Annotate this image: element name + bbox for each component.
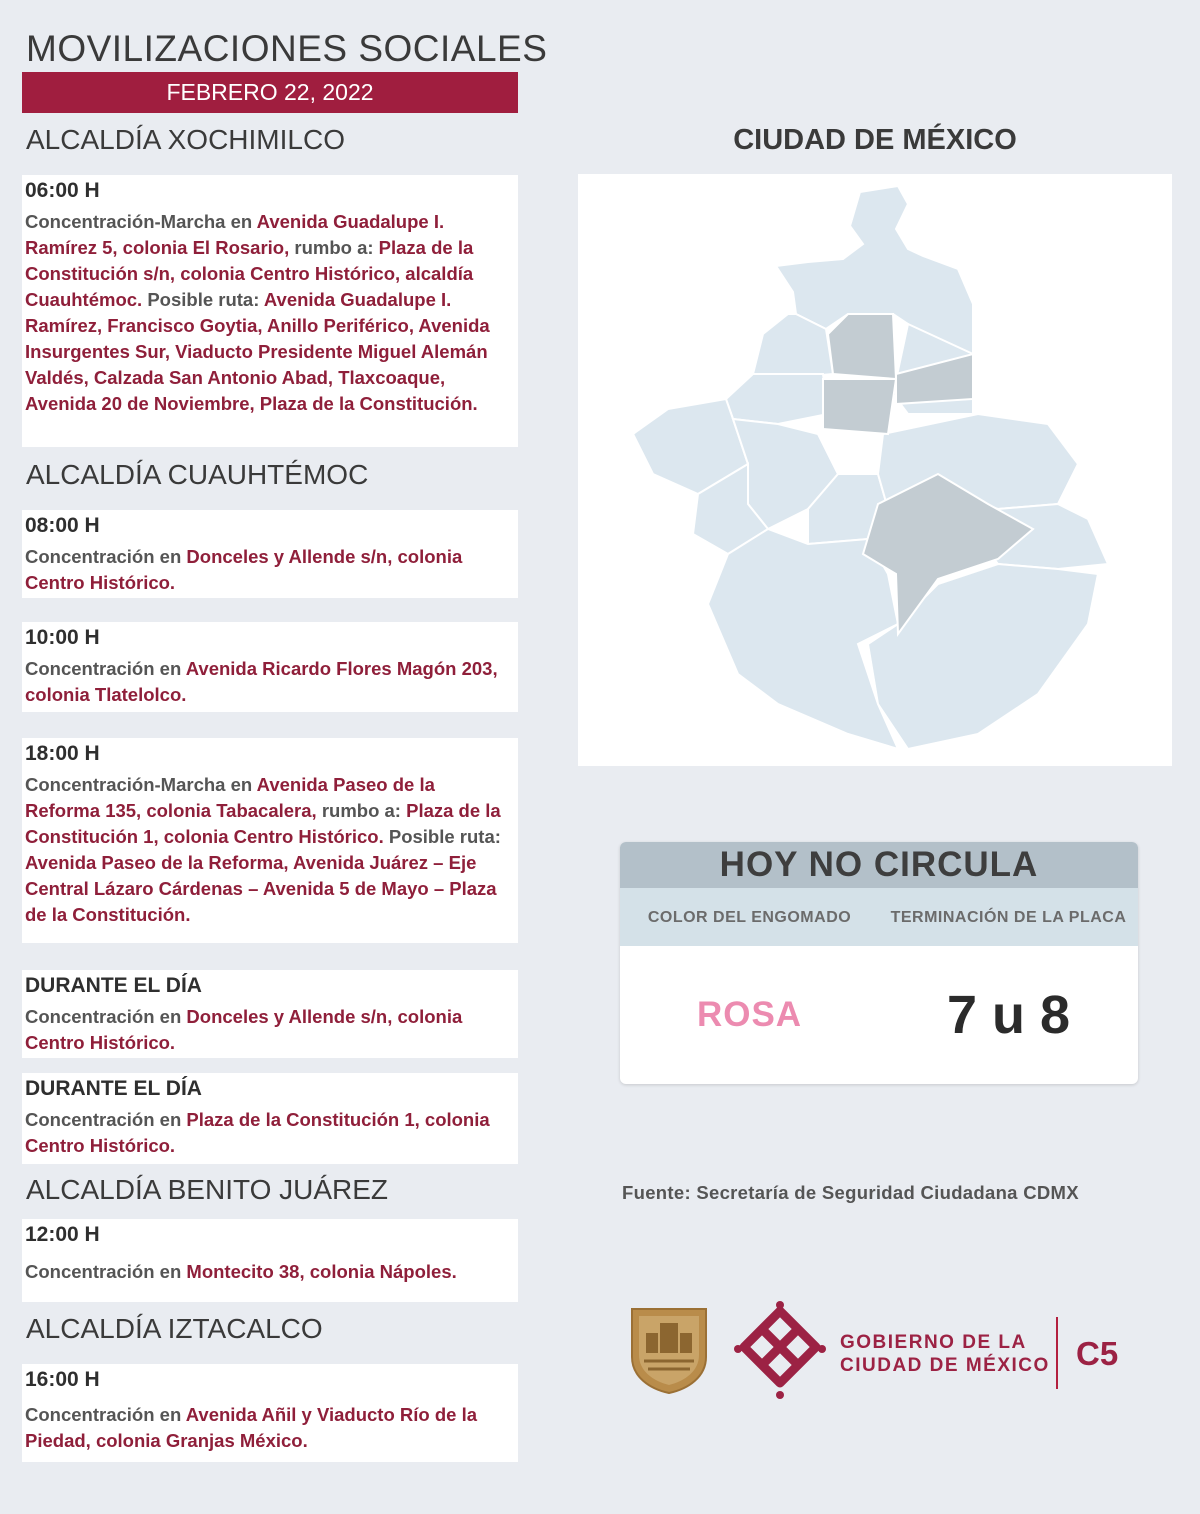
c5-logo: C5 [1076, 1335, 1119, 1372]
map-region-tlalpan [708, 529, 898, 749]
event-connector: en [159, 658, 182, 679]
color-label: COLOR DEL ENGOMADO [647, 908, 852, 926]
event-type: Concentración [25, 1261, 155, 1282]
event-connector: en [159, 1261, 182, 1282]
event-description [25, 772, 514, 928]
gov-line-2: CIUDAD DE MÉXICO [840, 1355, 1050, 1376]
event-place: Avenida Paseo de la Reforma 135, colonia Tabacalera, [25, 774, 435, 821]
event-place: Avenida Guadalupe I. Ramírez 5, colonia El Rosario, [25, 211, 445, 258]
event-connector: en [159, 1109, 182, 1130]
map-region-miguel-hidalgo [726, 374, 828, 424]
map-region-cuauhtemoc-highlight [828, 314, 896, 379]
event-description [25, 1259, 514, 1285]
event-connector: en [159, 546, 182, 567]
event-route-label: rumbo a: [321, 800, 401, 821]
event-type: Concentración-Marcha [25, 774, 226, 795]
event-connector: en [159, 1404, 182, 1425]
event-description [25, 1107, 514, 1159]
event-time: 16:00 H [25, 1368, 100, 1391]
page-title: MOVILIZACIONES SOCIALES [26, 28, 548, 69]
event-route-label: rumbo a: [294, 237, 374, 258]
plate-value: 7 u 8 [946, 985, 1071, 1045]
event-time: 08:00 H [25, 514, 100, 537]
event-description [25, 656, 514, 708]
event-time: 06:00 H [25, 179, 100, 202]
gobierno-cdmx-wordmark [840, 1331, 1050, 1377]
event-card [22, 622, 518, 712]
event-card [22, 1219, 518, 1302]
alcaldia-heading-benito-juarez: ALCALDÍA BENITO JUÁREZ [26, 1174, 389, 1205]
logo-divider [1056, 1317, 1058, 1389]
date-banner: FEBRERO 22, 2022 [22, 72, 518, 113]
event-type: Concentración-Marcha [25, 211, 226, 232]
event-time: DURANTE EL DÍA [25, 974, 202, 997]
alcaldia-heading-iztacalco: ALCALDÍA IZTACALCO [26, 1313, 323, 1344]
event-description [25, 1004, 514, 1056]
event-time: DURANTE EL DÍA [25, 1077, 202, 1100]
event-connector: en [230, 774, 253, 795]
event-card [22, 970, 518, 1058]
source-credit: Fuente: Secretaría de Seguridad Ciudadana CDMX [622, 1182, 1079, 1203]
event-place: Avenida Añil y Viaducto Río de la Piedad, colonia Granjas México. [25, 1404, 478, 1451]
event-card [22, 1364, 518, 1462]
event-destination: Plaza de la Constitución 1, colonia Centro Histórico. [25, 800, 501, 847]
logos-footer [620, 1295, 1140, 1405]
gobierno-cdmx-knot-icon [732, 1299, 828, 1403]
hoy-no-circula-values [620, 946, 1138, 1084]
event-card [22, 510, 518, 598]
map-region-benito-juarez-highlight [823, 379, 896, 434]
plate-label: TERMINACIÓN DE LA PLACA [890, 908, 1127, 926]
event-place: Montecito 38, colonia Nápoles. [186, 1261, 457, 1282]
hoy-no-circula-title: HOY NO CIRCULA [620, 842, 1138, 888]
event-type: Concentración [25, 1109, 155, 1130]
event-possible-route-label: Posible ruta: [147, 289, 260, 310]
event-possible-route: Avenida Guadalupe I. Ramírez, Francisco Goytia, Anillo Periférico, Avenida Insurgentes Sur, Viaducto Presidente Miguel Alemán Valdés, Calzada San Antonio Abad, Tlaxcoaque, Avenida 20 de Noviembre, Plaza de la Constitución. [25, 289, 490, 414]
hoy-no-circula-panel [620, 842, 1138, 1084]
hoy-no-circula-labels [620, 888, 1138, 946]
event-time: 12:00 H [25, 1223, 100, 1246]
event-description [25, 209, 514, 417]
event-description [25, 544, 514, 596]
event-possible-route-label: Posible ruta: [388, 826, 501, 847]
alcaldia-heading-xochimilco: ALCALDÍA XOCHIMILCO [26, 124, 345, 155]
cdmx-shield-icon [628, 1305, 710, 1395]
event-card [22, 175, 518, 447]
event-type: Concentración [25, 1006, 155, 1027]
event-place: Avenida Ricardo Flores Magón 203, colonia Tlatelolco. [25, 658, 498, 705]
gov-line-1: GOBIERNO DE LA [840, 1332, 1027, 1353]
event-place: Donceles y Allende s/n, colonia Centro Histórico. [25, 546, 463, 593]
event-connector: en [159, 1006, 182, 1027]
event-time: 10:00 H [25, 626, 100, 649]
color-value: ROSA [696, 995, 803, 1034]
map-title: CIUDAD DE MÉXICO [733, 124, 1017, 156]
event-type: Concentración [25, 1404, 155, 1425]
cdmx-map [578, 174, 1172, 766]
event-possible-route: Avenida Paseo de la Reforma, Avenida Juárez – Eje Central Lázaro Cárdenas – Avenida 5 de Mayo – Plaza de la Constitución. [25, 852, 497, 925]
event-place: Donceles y Allende s/n, colonia Centro Histórico. [25, 1006, 463, 1053]
event-time: 18:00 H [25, 742, 100, 765]
cdmx-map-svg [578, 174, 1172, 766]
event-card [22, 738, 518, 943]
event-card [22, 1073, 518, 1164]
event-connector: en [230, 211, 253, 232]
event-description [25, 1402, 514, 1454]
event-type: Concentración [25, 658, 155, 679]
event-type: Concentración [25, 546, 155, 567]
event-destination: Plaza de la Constitución s/n, colonia Centro Histórico, alcaldía Cuauhtémoc. [25, 237, 474, 310]
event-place: Plaza de la Constitución 1, colonia Centro Histórico. [25, 1109, 490, 1156]
alcaldia-heading-cuauhtemoc: ALCALDÍA CUAUHTÉMOC [26, 459, 369, 490]
